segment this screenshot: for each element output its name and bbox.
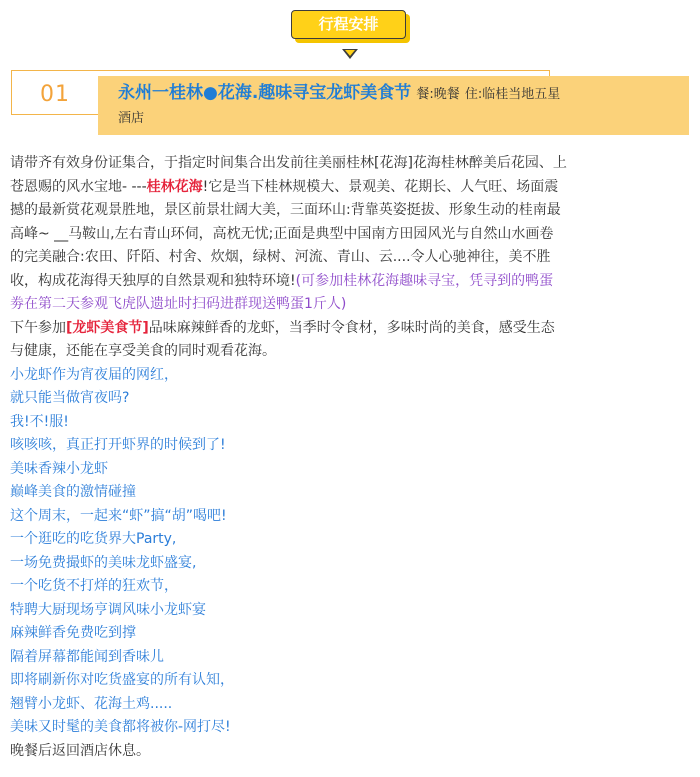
day-title: 永州一桂林●花海.趣味寻宝龙虾美食节 <box>118 83 412 103</box>
day-stay-continued: 酒店 <box>118 111 145 126</box>
day-header-line <box>118 81 688 105</box>
intro-line <box>10 270 690 294</box>
intro-line: 高峰~ __马鞍山,左右青山环伺，高枕无忧;正面是典型中国南方田园风光与自然山水画卷 <box>10 225 554 242</box>
promo-line: 翘臂小龙虾、花海土鸡..... <box>10 695 173 712</box>
intro-text: 收，构成花海得天独厚的自然景观和独特环境! <box>10 272 296 289</box>
promo-line: 一场免费撮虾的美味龙虾盛宴, <box>10 554 197 571</box>
promo-line: 就只能当做宵夜吗? <box>10 390 130 406</box>
promo-line: 这个周末，一起来“虾”搞“胡”喝吧! <box>10 507 227 524</box>
afternoon-text: 品味麻辣鲜香的龙虾，当季时令食材，多味时尚的美食，感受生态 <box>148 319 555 336</box>
highlight-festival: [龙虾美食节] <box>66 319 149 336</box>
promo-line: 一个逛吃的吃货界大Party, <box>10 531 177 547</box>
intro-line: 撼的最新赏花观景胜地，景区前景壮阔大美，三面环山:背靠英姿挺拔、形象生动的桂南最 <box>10 202 561 218</box>
promo-line: 麻辣鲜香免费吃到撑 <box>10 625 136 641</box>
promo-line: 一个吃货不打烊的狂欢节， <box>10 578 178 594</box>
day-meal: 餐:晚餐 <box>416 87 460 102</box>
section-badge <box>291 10 410 43</box>
promo-paragraph <box>10 364 690 740</box>
day-number: 01 <box>40 82 70 107</box>
intro-paragraph <box>10 152 690 317</box>
section-title: 行程安排 <box>291 10 406 39</box>
down-arrow-icon <box>342 49 358 59</box>
intro-text: 苍恩赐的风水宝地- --- <box>10 178 147 195</box>
treasure-note: 劵在第二天参观飞虎队遗址时扫码进群现送鸭蛋1斤人) <box>10 296 347 312</box>
afternoon-line <box>10 317 690 341</box>
intro-line <box>10 176 690 200</box>
day-stay: 住:临桂当地五星 <box>464 87 561 102</box>
promo-line: 美味又时髦的美食都将被你-网打尽! <box>10 719 231 735</box>
promo-line: 隔着屏幕都能闻到香味儿 <box>10 648 164 665</box>
promo-line: 我!不!服! <box>10 413 69 430</box>
promo-line: 小龙虾作为宵夜届的网红， <box>10 366 178 383</box>
promo-line: 咳咳咳，真正打开虾界的时候到了! <box>10 437 226 453</box>
closing-line: 晚餐后返回酒店休息。 <box>10 742 150 759</box>
afternoon-paragraph <box>10 317 690 364</box>
promo-line: 即将刷新你对吃货盛宴的所有认知， <box>10 672 234 688</box>
itinerary-body <box>10 152 690 763</box>
treasure-note: (可参加桂林花海趣味寻宝，凭寻到的鸭蛋 <box>295 272 554 289</box>
promo-line: 特聘大厨现场亨调风味小龙虾宴 <box>10 601 206 618</box>
intro-line: 的完美融合:农田、阡陌、村舍、炊烟，绿树、河流、青山、云....令人心驰神往，美不胜 <box>10 249 551 265</box>
intro-line: 请带齐有效身份证集合，于指定时间集合出发前往美丽桂林[花海]花海桂林醉美后花园、上 <box>10 155 567 171</box>
highlight-garden: 桂林花海 <box>146 178 203 195</box>
closing-paragraph <box>10 740 690 764</box>
promo-line: 美味香辣小龙虾 <box>10 460 108 477</box>
afternoon-line: 与健康，还能在享受美食的同时观看花海。 <box>10 343 276 359</box>
intro-text: !它是当下桂林规模大、景观美、花期长、人气旺、场面震 <box>202 178 559 195</box>
afternoon-text: 下午参加 <box>10 319 66 336</box>
promo-line: 巅峰美食的激情碰撞 <box>10 484 136 500</box>
